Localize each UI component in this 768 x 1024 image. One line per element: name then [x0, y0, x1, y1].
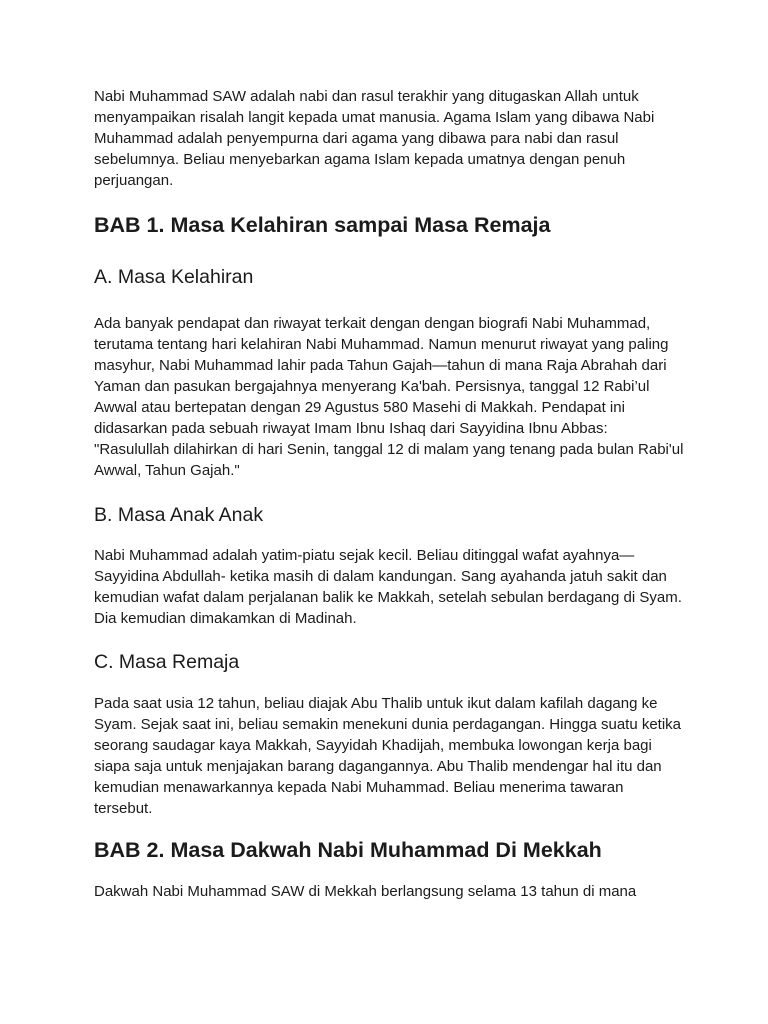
- intro-paragraph: Nabi Muhammad SAW adalah nabi dan rasul terakhir yang ditugaskan Allah untuk menyampaikan risalah langit kepada umat manusia. Agama Islam yang dibawa Nabi Muhammad adalah penyempurna dari agama yang dibawa para nabi dan rasul sebelumnya. Beliau menyebarkan agama Islam kepada umatnya dengan penuh perjuangan.: [94, 88, 655, 189]
- section-b-paragraph: Nabi Muhammad adalah yatim-piatu sejak kecil. Beliau ditinggal wafat ayahnya—Sayyidina Abdullah- ketika masih di dalam kandungan. Sang ayahanda jatuh sakit dan kemudian wafat dalam perjalanan balik ke Makkah, setelah sebulan berdagang di Syam. Dia kemudian dimakamkan di Madinah.: [94, 547, 682, 627]
- bab2-heading: BAB 2. Masa Dakwah Nabi Muhammad Di Mekkah: [94, 838, 602, 862]
- section-c-paragraph: Pada saat usia 12 tahun, beliau diajak Abu Thalib untuk ikut dalam kafilah dagang ke Syam. Sejak saat ini, beliau semakin menekuni dunia perdagangan. Hingga suatu ketika seorang saudagar kaya Makkah, Sayyidah Khadijah, membuka lowongan kerja bagi siapa saja untuk menjajakan barang dagangannya. Abu Thalib mendengar hal itu dan kemudian menawarkannya kepada Nabi Muhammad. Beliau menerima tawaran tersebut.: [94, 695, 682, 817]
- section-a-paragraph: Ada banyak pendapat dan riwayat terkait dengan dengan biografi Nabi Muhammad, terutama tentang hari kelahiran Nabi Muhammad. Namun menurut riwayat yang paling masyhur, Nabi Muhammad lahir pada Tahun Gajah—tahun di mana Raja Abrahah dari Yaman dan pasukan bergajahnya menyerang Ka'bah. Persisnya, tanggal 12 Rabi’ul Awwal atau bertepatan dengan 29 Agustus 580 Masehi di Makkah. Pendapat ini didasarkan pada sebuah riwayat Imam Ibnu Ishaq dari Sayyidina Ibnu Abbas: "Rasulullah dilahirkan di hari Senin, tanggal 12 di malam yang tenang pada bulan Rabi'ul Awwal, Tahun Gajah.": [94, 315, 684, 479]
- bab2-paragraph: Dakwah Nabi Muhammad SAW di Mekkah berlangsung selama 13 tahun di mana: [94, 883, 637, 900]
- bab1-heading: BAB 1. Masa Kelahiran sampai Masa Remaja: [94, 213, 551, 237]
- document-content: [94, 86, 684, 902]
- section-c-heading: C. Masa Remaja: [94, 651, 240, 673]
- section-b-heading: B. Masa Anak Anak: [94, 504, 264, 526]
- section-a-heading: A. Masa Kelahiran: [94, 266, 254, 288]
